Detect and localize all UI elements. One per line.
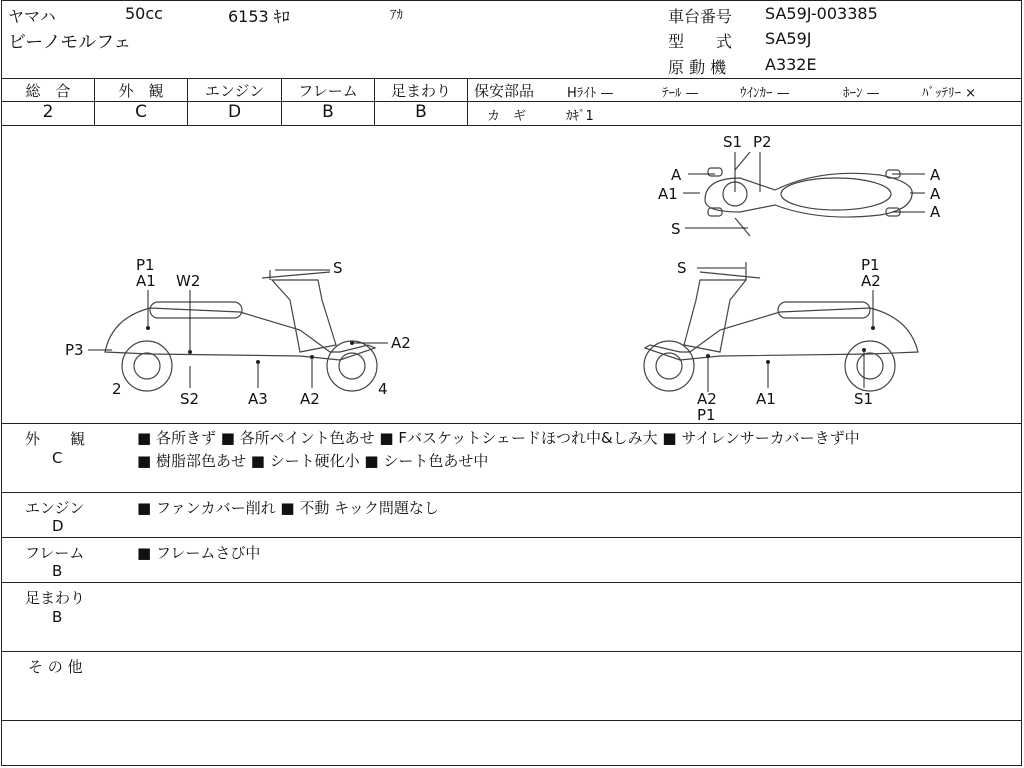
grade-value-suspension: B	[415, 102, 427, 122]
marker-label: A	[930, 203, 941, 221]
marker-label: A2	[300, 390, 320, 408]
marker-label: S	[333, 259, 343, 277]
divider	[1, 720, 1022, 721]
key-label: カ ギ	[487, 109, 527, 124]
grade-value-engine: D	[227, 102, 242, 122]
marker-label: A2	[697, 390, 717, 408]
marker-label: S1	[854, 390, 874, 408]
marker-label: S1	[723, 133, 743, 151]
marker-label: S	[677, 259, 687, 277]
marker-label: S	[671, 220, 681, 238]
key-value: ｶｷﾞ1	[566, 109, 594, 124]
grade-label-suspension: 足まわり	[390, 82, 451, 100]
grade-value-exterior: C	[135, 102, 147, 122]
marker-label: A2	[861, 272, 881, 290]
note-label-frame: フレーム	[25, 544, 85, 562]
marker-label: P3	[65, 341, 84, 359]
grade-label-frame: フレーム	[298, 82, 358, 100]
marker-label: A	[930, 185, 941, 203]
model-name: ビーノモルフェ	[8, 32, 132, 53]
marker-label: A1	[658, 185, 678, 203]
grade-label-engine: エンジン	[204, 82, 265, 100]
divider	[1, 78, 1022, 79]
safety-item-battery: ﾊﾞｯﾃﾘｰ ×	[922, 86, 977, 101]
grade-label-overall: 総 合	[25, 82, 71, 100]
divider	[1, 423, 1022, 424]
marker-label: 4	[378, 380, 388, 398]
marker-label: A1	[756, 390, 776, 408]
note-line: ■ ファンカバー削れ ■ 不動 キック問題なし	[137, 499, 439, 517]
engine-value: A332E	[765, 55, 817, 74]
type-value: SA59J	[765, 29, 812, 48]
frame-no-label: 車台番号	[668, 7, 733, 26]
divider	[1, 537, 1022, 538]
color: ｱｶ	[390, 8, 403, 23]
marker-label: 2	[112, 380, 122, 398]
note-label-exterior: 外 観	[25, 430, 86, 448]
frame-no: SA59J-003385	[765, 4, 878, 23]
safety-item-winker: ｳｲﾝｶｰ —	[740, 86, 790, 101]
marker-label: W2	[176, 272, 201, 290]
mileage: 6153 ｷﾛ	[228, 7, 290, 26]
marker-label: P2	[753, 133, 772, 151]
grade-value-frame: B	[322, 102, 334, 122]
scooter-damage-diagram	[0, 126, 1024, 424]
note-label-other: そ の 他	[28, 658, 83, 676]
note-line: ■ 各所きず ■ 各所ペイント色あせ ■ Fバスケットシェードほつれ中&しみ大 ■ サイレンサーカバーきず中	[137, 429, 860, 447]
marker-label: P1	[697, 406, 716, 424]
note-label-engine: エンジン	[25, 499, 85, 517]
marker-label: A2	[391, 334, 411, 352]
divider	[1, 582, 1022, 583]
marker-label: A	[930, 166, 941, 184]
marker-label: S2	[180, 390, 200, 408]
grade-label-exterior: 外 観	[118, 82, 164, 100]
divider	[1, 651, 1022, 652]
note-line: ■ 樹脂部色あせ ■ シート硬化小 ■ シート色あせ中	[137, 452, 489, 470]
note-grade-exterior: C	[52, 449, 63, 467]
marker-label: P1	[861, 256, 880, 274]
safety-item-headlight: Hﾗｲﾄ —	[567, 86, 614, 101]
displacement: 50cc	[125, 4, 163, 23]
safety-parts-label: 保安部品	[474, 82, 535, 100]
divider	[1, 492, 1022, 493]
note-grade-frame: B	[52, 562, 63, 580]
note-grade-suspension: B	[52, 608, 63, 626]
note-grade-engine: D	[52, 517, 64, 535]
grade-value-overall: 2	[42, 102, 54, 122]
note-line: ■ フレームさび中	[137, 544, 261, 562]
note-label-suspension: 足まわり	[25, 589, 86, 607]
divider	[467, 78, 468, 125]
divider	[468, 101, 1022, 102]
safety-item-horn: ﾎｰﾝ —	[843, 86, 880, 101]
engine-label: 原 動 機	[668, 58, 727, 77]
marker-label: A3	[248, 390, 268, 408]
marker-label: P1	[136, 256, 155, 274]
maker: ヤマハ	[8, 7, 56, 26]
safety-item-tail: ﾃｰﾙ —	[662, 86, 699, 101]
type-label: 型 式	[668, 32, 733, 51]
marker-label: A1	[136, 272, 156, 290]
marker-label: A	[671, 166, 682, 184]
